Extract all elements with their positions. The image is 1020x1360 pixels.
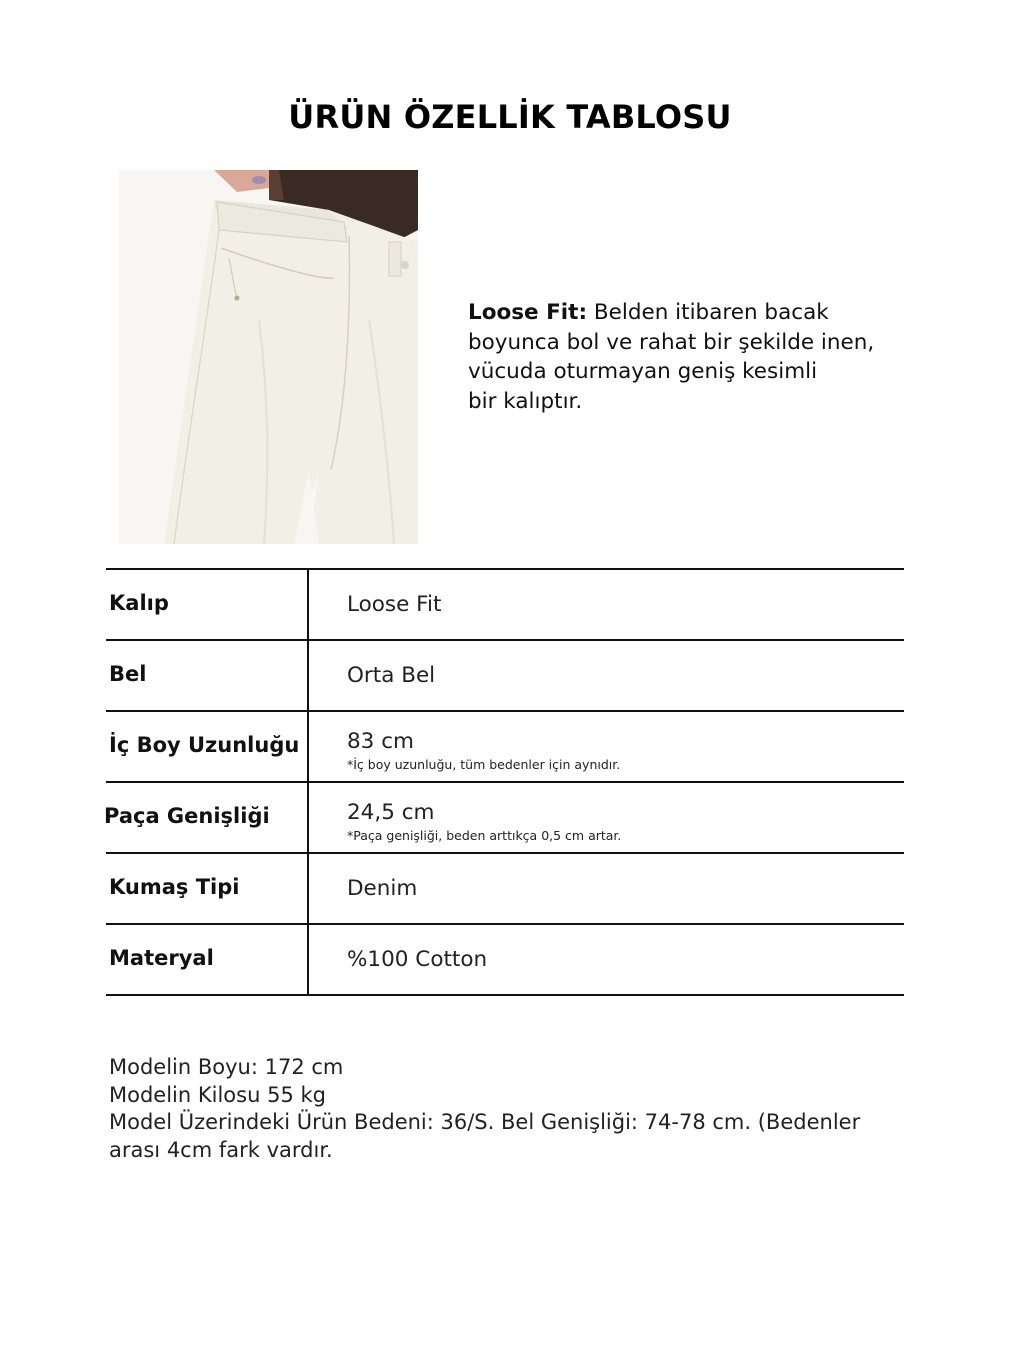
spec-value: Denim <box>347 876 418 901</box>
column-divider <box>307 925 309 994</box>
spec-value: %100 Cotton <box>347 947 488 972</box>
spec-value: Loose Fit <box>347 592 442 617</box>
white-loose-fit-jeans-illustration <box>119 170 418 544</box>
fit-description-line: Belden itibaren bacak <box>593 300 829 325</box>
spec-row-materyal <box>106 925 904 996</box>
model-weight: Modelin Kilosu 55 kg <box>109 1082 326 1107</box>
spec-row-paca-genisligi <box>106 783 904 854</box>
spec-label: Kumaş Tipi <box>109 875 240 899</box>
spec-value: 24,5 cm <box>347 800 435 825</box>
spec-row-ic-boy <box>106 712 904 783</box>
spec-value: 83 cm <box>347 729 414 754</box>
model-size-info: Model Üzerindeki Ürün Bedeni: 36/S. Bel Genişliği: 74-78 cm. (Bedenler <box>109 1110 861 1134</box>
spec-label: İç Boy Uzunluğu <box>109 733 300 757</box>
fit-description-line: bir kalıptır. <box>468 388 583 414</box>
spec-row-kumas-tipi <box>106 854 904 925</box>
column-divider <box>307 570 309 639</box>
column-divider <box>307 712 309 781</box>
column-divider <box>307 783 309 852</box>
spec-label: Bel <box>109 662 147 686</box>
column-divider <box>307 854 309 923</box>
spec-note: *Paça genişliği, beden arttıkça 0,5 cm artar. <box>347 828 622 843</box>
spec-row-kalip <box>106 568 904 641</box>
spec-label: Paça Genişliği <box>104 804 270 828</box>
fit-description <box>468 298 938 416</box>
spec-label: Materyal <box>109 946 214 970</box>
spec-note: *İç boy uzunluğu, tüm bedenler için aynıdır. <box>347 757 621 772</box>
fit-description-line: boyunca bol ve rahat bir şekilde inen, <box>468 329 875 355</box>
model-size-note: arası 4cm fark vardır. <box>109 1137 333 1162</box>
product-photo <box>119 170 418 544</box>
model-info <box>109 1054 929 1164</box>
model-height: Modelin Boyu: 172 cm <box>109 1055 344 1079</box>
page-title: ÜRÜN ÖZELLİK TABLOSU <box>288 98 732 136</box>
spec-table <box>106 568 904 996</box>
column-divider <box>307 641 309 710</box>
spec-label: Kalıp <box>109 591 169 615</box>
spec-row-bel <box>106 641 904 712</box>
spec-value: Orta Bel <box>347 663 436 688</box>
fit-description-line: vücuda oturmayan geniş kesimli <box>468 359 818 384</box>
fit-term: Loose Fit: <box>468 300 588 325</box>
